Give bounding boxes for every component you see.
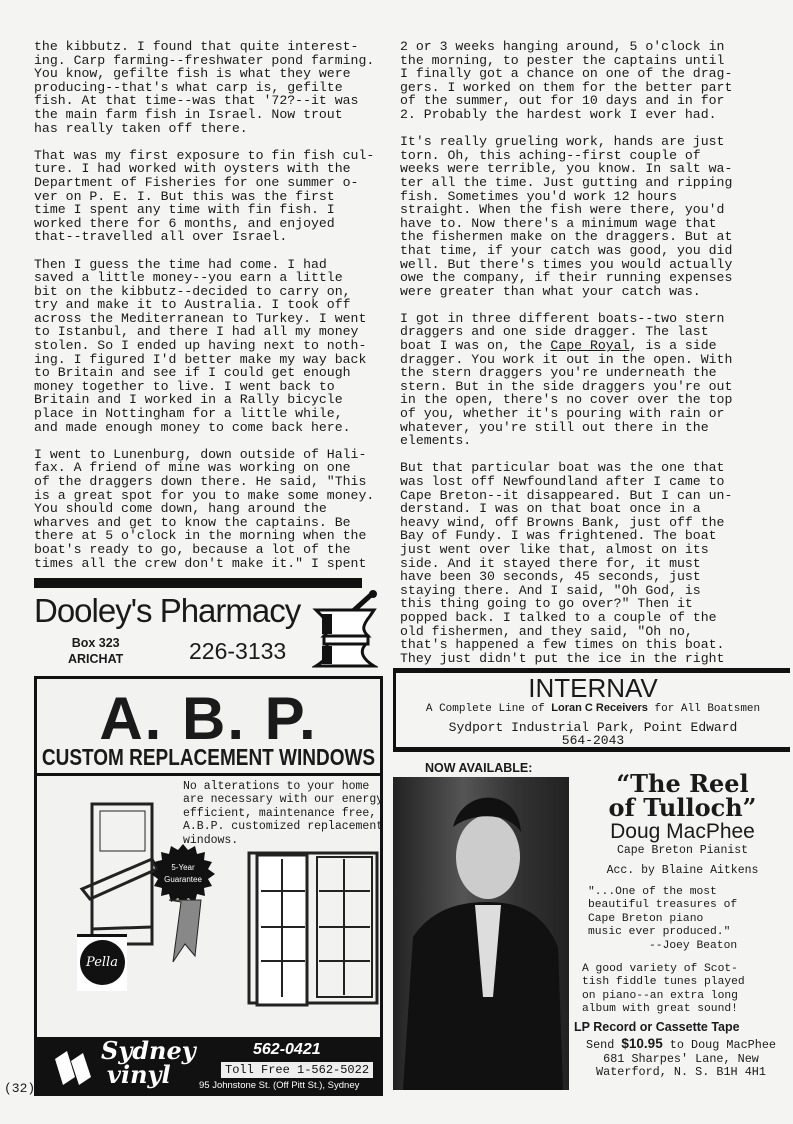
text-line: well. But there's times you would actually: [400, 256, 733, 272]
text-line: money together to live. I went back to: [34, 378, 335, 394]
text-line: ing. Carp farming--freshwater pond farming.: [34, 52, 375, 68]
artist-role: Cape Breton Pianist: [616, 844, 749, 857]
badge-text: 5-Year: [171, 863, 195, 872]
text-line: the kibbutz. I found that quite interest-: [34, 39, 359, 54]
text-line: efficient, maintenance free,: [183, 806, 377, 820]
text-line: It's really grueling work, hands are just: [400, 134, 725, 150]
text-line: fish. Sometimes you'd work 12 hours: [400, 188, 677, 204]
doug-macphee-photo: [393, 777, 569, 1090]
sydney-vinyl-footer: [37, 1037, 380, 1093]
text-line: ing. I figured I'd better make my way back: [34, 351, 367, 367]
text-line: time I spent any time with fin fish. I: [34, 202, 335, 218]
text-line: No alterations to your home: [183, 780, 370, 793]
text-line: boat's ready to go, because a lot of the: [34, 541, 351, 557]
article-left-column: [34, 40, 374, 584]
text-line: You know, gefilte fish is what they were: [34, 66, 351, 82]
text-line: ter all the time. Just gutting and ripping: [400, 174, 733, 190]
paragraph: [400, 135, 732, 298]
guarantee-ribbon-icon: [151, 844, 215, 964]
text-line: are necessary with our energy: [183, 793, 384, 807]
text-line: the morning, to pester the captains until: [400, 52, 725, 68]
text-line: producing--that's what carp is, gefilte: [34, 79, 343, 95]
divider-bar: [34, 578, 362, 588]
text-line: have to. Now there's a minimum wage that: [400, 215, 717, 231]
paragraph: [400, 312, 732, 448]
text-line: was lost off Newfoundland after I came to: [400, 474, 725, 489]
album-blurb: [582, 963, 745, 1017]
text-line: album with great sound!: [582, 1003, 738, 1016]
paragraph: [400, 40, 732, 122]
text-line: 2 or 3 weeks hanging around, 5 o'clock in: [400, 39, 725, 54]
window-illustration-icon: [62, 799, 162, 949]
text-line: wharves and get to know the captains. Be: [34, 514, 351, 530]
text-line: fish. At that time--was that '72?--it was: [34, 93, 359, 109]
internav-ad: [393, 668, 790, 752]
text-line: staying there. And I said, "Oh God, is: [400, 582, 701, 598]
text-line: Cape Breton piano: [588, 912, 704, 925]
ad-phone: 562-0421: [253, 1041, 321, 1058]
text-line: have been 30 seconds, 45 seconds, just: [400, 569, 701, 585]
text-line: windows.: [183, 833, 239, 847]
text-line: stern. But in the side draggers you're out: [400, 378, 733, 394]
text-line: boat I was on, the Cape Royal, is a side: [400, 338, 717, 354]
text-line: gers. I worked on them for the better part: [400, 79, 733, 95]
text-line: old fishermen, and they said, "Oh no,: [400, 623, 693, 639]
text-line: I got in three different boats--two stern: [400, 310, 725, 326]
text-line: of the draggers down there. He said, "This: [34, 474, 367, 489]
text-line: A good variety of Scot-: [582, 963, 738, 975]
ad-address: 95 Johnstone St. (Off Pitt St.), Sydney: [199, 1080, 360, 1091]
text-line: side. And it stayed there for, it must: [400, 555, 701, 571]
page-number: (32): [4, 1081, 36, 1096]
divider: [37, 773, 380, 776]
order-info: Send $10.95 to Doug MacPhee 681 Sharpes' Lane, New Waterford, N. S. B1H 4H1: [586, 1036, 776, 1079]
text-line: just went over like that, almost on its: [400, 541, 709, 557]
text-line: stolen. So I ended up having next to noth-: [34, 338, 367, 354]
album-title: “The Reel of Tulloch”: [608, 769, 757, 822]
text-line: the fishermen make on the draggers. But at: [400, 229, 733, 245]
text-line: ture. I had worked with oysters with the: [34, 161, 351, 177]
text-line: That was my first exposure to fin fish cul-: [34, 147, 375, 163]
text-line: I finally got a chance on one of the drag-: [400, 66, 733, 82]
review-quote: [588, 886, 737, 953]
text-line: that--travelled all over Israel.: [34, 229, 288, 245]
text-line: the main farm fish in Israel. Now trout: [34, 106, 343, 122]
text-line: torn. Oh, this aching--first couple of: [400, 147, 701, 163]
text-line: popped back. I talked to a couple of the: [400, 609, 717, 625]
text-line: were greater than what your catch was.: [400, 283, 701, 299]
text-line: heavy wind, off Browns Bank, just off the: [400, 514, 725, 530]
text-line: Britain and I worked in a Rally bicycle: [34, 392, 343, 408]
artist-name: Doug MacPhee: [610, 820, 755, 843]
text-line: this thing going to go over?" Then it: [400, 596, 693, 612]
accompanist: Acc. by Blaine Aitkens: [606, 864, 759, 877]
ad-tagline: A Complete Line of Loran C Receivers for All Boatsmen: [425, 702, 761, 715]
article-right-column: [400, 40, 732, 679]
text-line: to Istanbul, and there I had all my money: [34, 324, 359, 340]
text-line: Department of Fisheries for one summer o-: [34, 174, 359, 190]
paragraph: [400, 461, 732, 665]
text-line: of you, whether it's pouring with rain or: [400, 406, 725, 422]
now-available-label: NOW AVAILABLE:: [425, 761, 533, 775]
text-line: tish fiddle tunes played: [582, 976, 745, 989]
text-line: Then I guess the time had come. I had: [34, 256, 327, 272]
text-line: But that particular boat was the one that: [400, 460, 725, 476]
text-line: --Joey Beaton: [588, 939, 738, 952]
text-line: there at 5 o'clock in the morning when the: [34, 528, 367, 544]
text-line: weeks were terrible, you know. In salt wa-: [400, 161, 733, 177]
text-line: You should come down, hang around the: [34, 501, 327, 517]
pella-logo: Pella: [77, 934, 127, 991]
text-line: to Britain and see if I could get enough: [34, 365, 351, 381]
reel-of-tulloch-ad: [575, 769, 790, 878]
text-line: "...One of the most: [588, 886, 717, 898]
text-line: that time, if your catch was good, you did: [400, 242, 733, 258]
toll-free: Toll Free 1-562-5022: [221, 1062, 373, 1078]
text-line: ver on P. E. I. But this was the first: [34, 188, 335, 204]
text-line: whatever, you're still out there in the: [400, 419, 709, 435]
text-line: Bay of Fundy. I was frightened. The boat: [400, 528, 717, 544]
sydney-vinyl-logo-icon: [53, 1047, 93, 1087]
text-line: dragger. You work it out in the open. With: [400, 351, 733, 367]
text-line: place in Nottingham for a little while,: [34, 406, 343, 422]
text-line: music ever produced.": [588, 926, 731, 939]
text-line: is a great spot for you to make some money.: [34, 487, 375, 503]
abp-windows-ad: [34, 676, 383, 1096]
text-line: has really taken off there.: [34, 120, 248, 136]
ad-copy: [183, 780, 383, 847]
badge-text: Guarantee: [164, 875, 202, 884]
text-line: in the open, there's no cover over the top: [400, 392, 733, 408]
ad-phone: 226-3133: [189, 638, 287, 664]
ad-title: INTERNAV: [528, 673, 658, 703]
ad-address: Box 323 ARICHAT: [68, 636, 124, 666]
text-line: the stern draggers you're underneath the: [400, 365, 717, 381]
paragraph: [34, 40, 374, 135]
text-line: and made enough money to come back here.: [34, 419, 351, 435]
brand-name: Sydney vinyl: [101, 1036, 196, 1089]
paragraph: [34, 258, 374, 435]
text-line: fax. A friend of mine was working on one: [34, 460, 351, 476]
text-line: across the Mediterranean to Turkey. I went: [34, 310, 367, 326]
casement-window-illustration-icon: [247, 851, 379, 1007]
ad-address: Sydport Industrial Park, Point Edward 564-2043: [448, 720, 738, 748]
text-line: draggers and one side dragger. The last: [400, 324, 709, 340]
mortar-and-pestle-icon: [312, 590, 378, 672]
paragraph: [34, 149, 374, 244]
ad-subtitle: CUSTOM REPLACEMENT WINDOWS: [41, 745, 376, 771]
text-line: owe the company, if their running expenses: [400, 270, 733, 286]
text-line: beautiful treasures of: [588, 899, 738, 912]
paragraph: [34, 448, 374, 570]
album-format: LP Record or Cassette Tape: [574, 1020, 740, 1034]
text-line: try and make it to Australia. I took off: [34, 297, 351, 313]
text-line: 2. Probably the hardest work I ever had.: [400, 106, 717, 122]
boat-name: Cape Royal: [550, 338, 630, 354]
text-line: I went to Lunenburg, down outside of Hali-: [34, 446, 367, 462]
text-line: of the summer, out for 10 days and in for: [400, 93, 725, 109]
text-line: They just didn't put the ice in the right: [400, 650, 725, 666]
text-line: elements.: [400, 433, 472, 449]
text-line: worked there for 6 months, and enjoyed: [34, 215, 335, 231]
text-line: saved a little money--you earn a little: [34, 270, 343, 286]
text-line: derstand. I was on that boat once in a: [400, 501, 701, 517]
text-line: bit on the kibbutz--decided to carry on,: [34, 283, 351, 299]
ad-title: A. B. P.: [99, 685, 318, 752]
text-line: straight. When the fish were there, you'd: [400, 202, 725, 218]
ad-title: Dooley's Pharmacy: [34, 592, 301, 629]
text-line: on piano--an extra long: [582, 989, 738, 1002]
text-line: Cape Breton--it disappeared. But I can un-: [400, 487, 733, 503]
text-line: A.B.P. customized replacement: [183, 820, 384, 834]
text-line: times all the crew don't make it." I spent: [34, 555, 367, 571]
text-line: that's happened a few times on this boat.: [400, 637, 725, 653]
